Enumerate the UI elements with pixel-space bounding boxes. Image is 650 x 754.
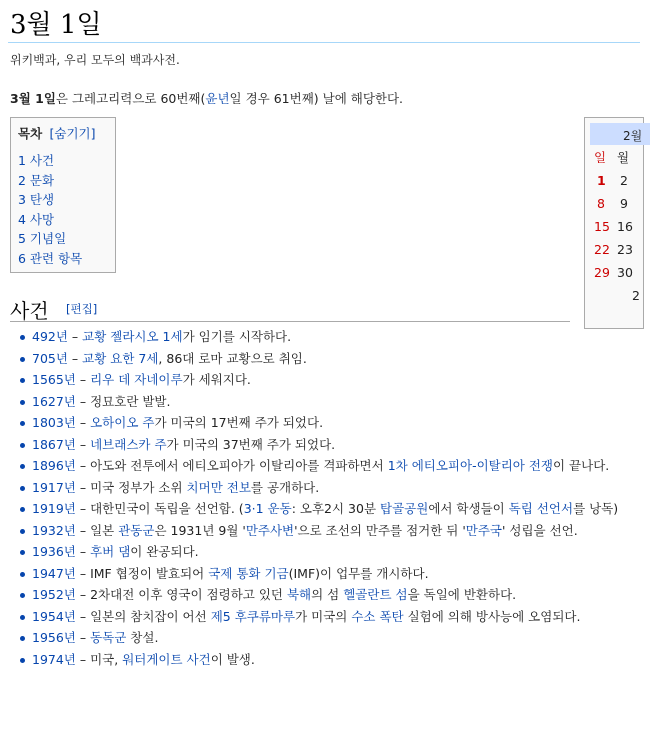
events-list xyxy=(20,326,628,670)
event-text: 가 미국의 37번째 주가 되었다. xyxy=(166,436,336,452)
title-divider xyxy=(8,42,640,43)
toc-item-related[interactable]: 6 관련 항목 xyxy=(18,250,83,266)
event-link[interactable]: 1947년 xyxy=(32,565,76,581)
toc-item-births[interactable]: 3 탄생 xyxy=(18,192,55,207)
section-title: 사건 xyxy=(10,299,49,323)
event-link[interactable]: 705년 xyxy=(32,350,68,366)
calendar-day[interactable]: 23 xyxy=(617,242,633,257)
event-link[interactable]: 탑골공원 xyxy=(380,501,429,516)
event-list-item xyxy=(20,348,628,370)
calendar-day[interactable]: 22 xyxy=(594,242,610,257)
event-link[interactable]: 3·1 운동 xyxy=(243,501,292,516)
event-text: 이 끝나다. xyxy=(553,458,610,473)
event-list-item xyxy=(20,563,628,585)
event-text: '으로 조선의 만주를 점거한 뒤 ' xyxy=(294,522,466,538)
toc-title: 목차 xyxy=(18,126,43,141)
event-link[interactable]: 1932년 xyxy=(32,522,76,538)
event-text: – xyxy=(75,544,91,559)
event-text: 가 미국의 17번째 주가 되었다. xyxy=(154,415,324,430)
event-text: 를 공개하다. xyxy=(250,479,320,495)
event-link[interactable]: 국제 통화 기금 xyxy=(208,565,289,581)
toc-hide-toggle[interactable]: [숨기기] xyxy=(49,126,96,141)
event-list-item xyxy=(20,541,628,563)
event-list-item xyxy=(20,326,628,348)
event-list-item xyxy=(20,649,628,671)
event-text: 에서 학생들이 xyxy=(428,501,509,516)
event-link[interactable]: 제5 후쿠류마루 xyxy=(210,608,296,624)
event-link[interactable]: 1936년 xyxy=(32,544,76,559)
event-text: ' 성립을 선언. xyxy=(502,522,578,538)
event-link[interactable]: 1952년 xyxy=(32,587,76,602)
intro-paragraph xyxy=(10,89,403,107)
calendar-box xyxy=(584,117,644,329)
event-link[interactable]: 1917년 xyxy=(32,479,76,495)
page-title: 3월 1일 xyxy=(10,10,102,40)
event-list-item xyxy=(20,477,628,499)
intro-text: 은 그레고리력으로 60번째( xyxy=(55,91,206,106)
event-text: – 일본의 참치잡이 어선 xyxy=(75,608,211,624)
event-list-item xyxy=(20,627,628,649)
toc-item-events[interactable]: 1 사건 xyxy=(18,153,55,168)
event-list-item xyxy=(20,434,628,456)
event-text: – 정묘호란 발발. xyxy=(75,393,171,409)
section-edit-link[interactable]: [편집] xyxy=(66,302,98,316)
calendar-day[interactable]: 2 xyxy=(620,173,628,188)
event-text: 을 독일에 반환하다. xyxy=(407,587,517,602)
event-text: 가 임기를 시작하다. xyxy=(182,329,292,344)
event-list-item xyxy=(20,606,628,628)
event-link[interactable]: 만주국 xyxy=(465,522,502,538)
event-list-item xyxy=(20,520,628,542)
event-link[interactable]: 리우 데 자네이루 xyxy=(90,372,183,387)
event-link[interactable]: 동독군 xyxy=(90,630,127,645)
toc-item-culture[interactable]: 2 문화 xyxy=(18,172,55,188)
event-link[interactable]: 1956년 xyxy=(32,630,76,645)
event-text: – 아도와 전투에서 에티오피아가 이탈리아를 격파하면서 xyxy=(75,458,388,473)
toc-item-holidays[interactable]: 5 기념일 xyxy=(18,231,67,246)
event-link[interactable]: 1803년 xyxy=(32,415,76,430)
event-link[interactable]: 오하이오 주 xyxy=(90,415,155,430)
calendar-day[interactable]: 29 xyxy=(594,265,610,280)
event-text: 가 세워지다. xyxy=(182,372,251,387)
table-of-contents xyxy=(10,117,116,273)
event-link[interactable]: 독립 선언서 xyxy=(508,501,574,516)
event-text: – xyxy=(67,329,83,344)
event-link[interactable]: 1954년 xyxy=(32,608,76,624)
event-link[interactable]: 교황 요한 7세 xyxy=(82,350,159,366)
event-list-item xyxy=(20,498,628,520)
event-list-item xyxy=(20,584,628,606)
event-text: – xyxy=(75,630,91,645)
event-link[interactable]: 만주사변 xyxy=(245,522,295,538)
event-text: 은 1931년 9월 ' xyxy=(154,522,246,538)
event-list-item xyxy=(20,412,628,434)
leap-year-link[interactable]: 윤년 xyxy=(205,91,230,106)
event-text: – xyxy=(75,372,91,387)
event-text: – 일본 xyxy=(75,522,119,538)
event-link[interactable]: 1565년 xyxy=(32,372,76,387)
event-text: – xyxy=(75,436,91,452)
intro-bold-term: 3월 1일 xyxy=(10,91,56,106)
event-text: – 미국, xyxy=(75,651,123,667)
section-heading-events xyxy=(10,291,570,322)
event-link[interactable]: 후버 댐 xyxy=(90,544,131,559)
event-link[interactable]: 헬골란트 섬 xyxy=(343,587,408,602)
calendar-day[interactable]: 16 xyxy=(617,219,633,234)
calendar-weekday-mon: 월 xyxy=(617,150,630,165)
event-text: – 대한민국이 독립을 선언함. ( xyxy=(75,501,244,516)
event-text: 이 완공되다. xyxy=(130,544,199,559)
event-link[interactable]: 1867년 xyxy=(32,436,76,452)
calendar-month-link[interactable]: 2월 xyxy=(623,129,643,143)
event-text: – 2차대전 이후 영국이 점령하고 있던 xyxy=(75,587,287,602)
event-link[interactable]: 수소 폭탄 xyxy=(351,608,404,624)
event-text: , 86대 로마 교황으로 취임. xyxy=(158,350,307,366)
event-link[interactable]: 1919년 xyxy=(32,501,76,516)
calendar-day[interactable]: 9 xyxy=(620,196,628,211)
event-text: 의 섬 xyxy=(311,587,344,602)
event-link[interactable]: 1차 에티오피아-이탈리아 전쟁 xyxy=(387,458,553,473)
event-link[interactable]: 관동군 xyxy=(118,522,155,538)
calendar-footer-text: 2 xyxy=(632,288,640,303)
event-text: – IMF 협정이 발효되어 xyxy=(75,565,209,581)
event-text: – xyxy=(75,415,91,430)
event-text: : 오후2시 30분 xyxy=(291,501,380,516)
event-list-item xyxy=(20,455,628,477)
event-link[interactable]: 492년 xyxy=(32,329,68,344)
event-link[interactable]: 치머만 전보 xyxy=(186,479,251,495)
event-link[interactable]: 교황 젤라시오 1세 xyxy=(82,329,183,344)
toc-item-deaths[interactable]: 4 사망 xyxy=(18,211,55,227)
event-text: – 미국 정부가 소위 xyxy=(75,479,187,495)
toc-header xyxy=(18,124,108,142)
calendar-day[interactable]: 8 xyxy=(597,196,605,211)
event-list-item xyxy=(20,369,628,391)
site-tagline: 위키백과, 우리 모두의 백과사전. xyxy=(10,53,180,67)
event-link[interactable]: 네브래스카 주 xyxy=(90,436,167,452)
event-text: (IMF)이 업무를 개시하다. xyxy=(288,565,429,581)
calendar-day[interactable]: 1 xyxy=(597,173,606,188)
event-text: 이 발생. xyxy=(210,651,255,667)
calendar-weekday-sun: 일 xyxy=(594,150,607,165)
event-text: – xyxy=(67,350,83,366)
event-link[interactable]: 북해 xyxy=(286,587,312,602)
calendar-month-header xyxy=(590,123,650,145)
event-link[interactable]: 1627년 xyxy=(32,393,76,409)
event-list-item xyxy=(20,391,628,413)
event-text: 가 미국의 xyxy=(295,608,352,624)
event-link[interactable]: 워터게이트 사건 xyxy=(122,651,211,667)
event-link[interactable]: 1974년 xyxy=(32,651,76,667)
intro-text-end: 일 경우 61번째) 날에 해당한다. xyxy=(229,91,404,106)
calendar-day[interactable]: 15 xyxy=(594,219,610,234)
event-text: 를 낭독) xyxy=(573,501,619,516)
calendar-day[interactable]: 30 xyxy=(617,265,633,280)
event-text: 창설. xyxy=(126,630,159,645)
event-text: 실험에 의해 방사능에 오염되다. xyxy=(403,608,581,624)
event-link[interactable]: 1896년 xyxy=(32,458,76,473)
